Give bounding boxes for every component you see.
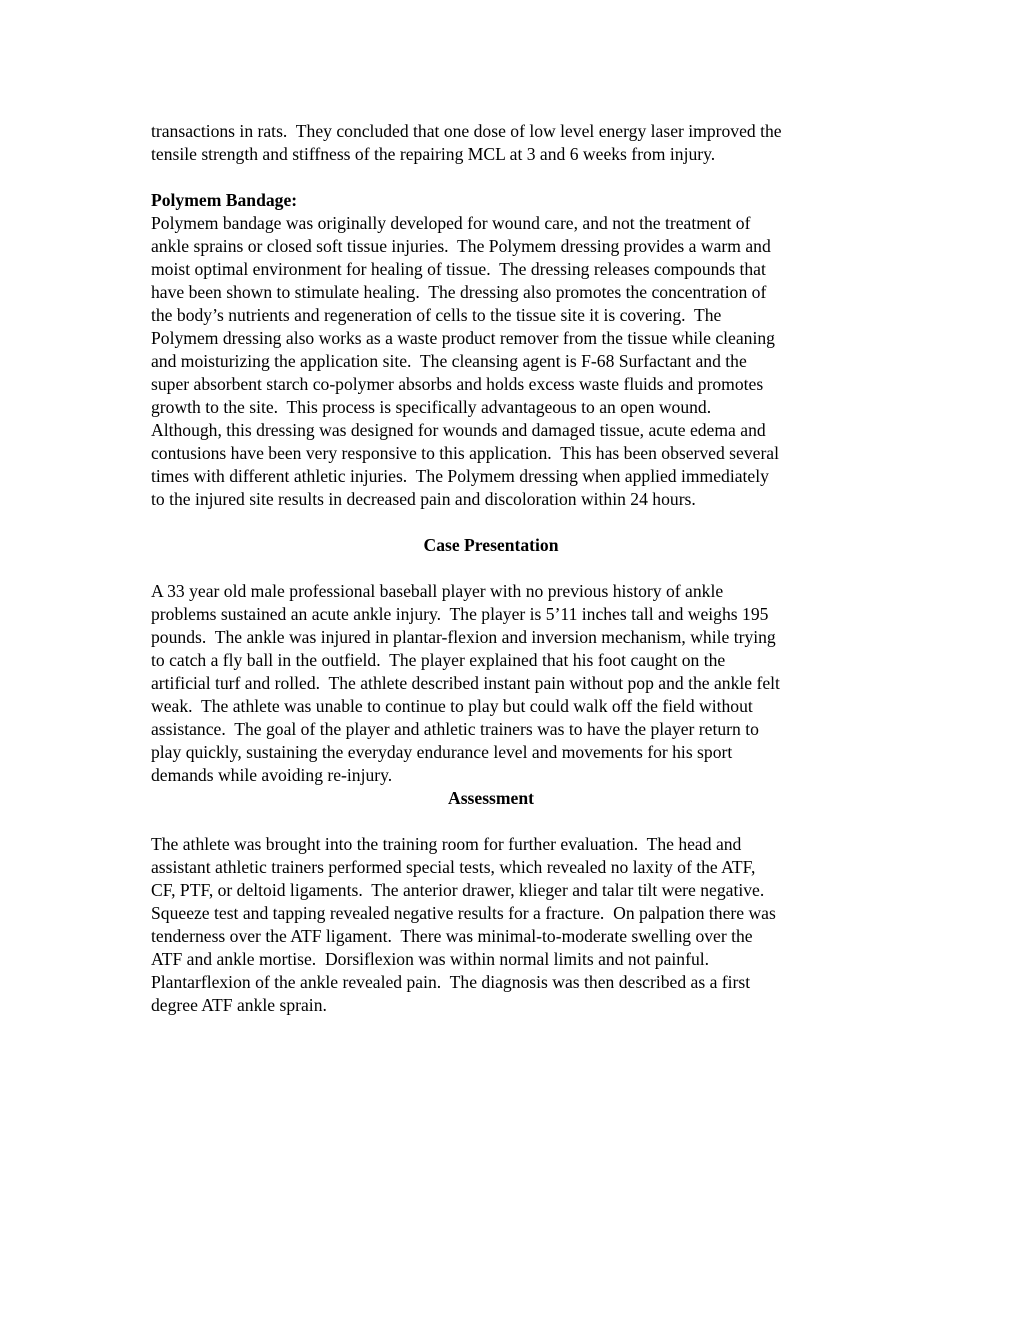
assessment-section xyxy=(151,787,851,1017)
paragraph-line: Plantarflexion of the ankle revealed pain. The diagnosis was then described as a first xyxy=(151,972,751,992)
paragraph-line: play quickly, sustaining the everyday endurance level and movements for his sport xyxy=(151,742,733,762)
paragraph-line: Polymem bandage was originally developed for wound care, and not the treatment of xyxy=(151,213,751,233)
paragraph-line: degree ATF ankle sprain. xyxy=(151,995,327,1015)
paragraph-line: growth to the site. This process is specifically advantageous to an open wound. xyxy=(151,397,712,417)
paragraph-line: CF, PTF, or deltoid ligaments. The anterior drawer, klieger and talar tilt were negative. xyxy=(151,880,765,900)
paragraph-line: tenderness over the ATF ligament. There was minimal-to-moderate swelling over the xyxy=(151,926,753,946)
paragraph-line: weak. The athlete was unable to continue to play but could walk off the field without xyxy=(151,696,753,716)
paragraph-line: assistant athletic trainers performed special tests, which revealed no laxity of the ATF, xyxy=(151,857,756,877)
paragraph-line: assistance. The goal of the player and athletic trainers was to have the player return to xyxy=(151,719,759,739)
paragraph-line: demands while avoiding re-injury. xyxy=(151,765,393,785)
paragraph-line: the body’s nutrients and regeneration of cells to the tissue site it is covering. The xyxy=(151,305,722,325)
paragraph-line: ATF and ankle mortise. Dorsiflexion was within normal limits and not painful. xyxy=(151,949,710,969)
paragraph-line: artificial turf and rolled. The athlete described instant pain without pop and the ankle felt xyxy=(151,673,780,693)
paragraph-line: Polymem dressing also works as a waste product remover from the tissue while cleaning xyxy=(151,328,775,348)
paragraph-line: problems sustained an acute ankle injury. The player is 5’11 inches tall and weighs 195 xyxy=(151,604,769,624)
paragraph-line: to catch a fly ball in the outfield. The player explained that his foot caught on the xyxy=(151,650,726,670)
spacer xyxy=(151,166,851,189)
paragraph-line: and moisturizing the application site. The cleansing agent is F-68 Surfactant and the xyxy=(151,351,747,371)
paragraph-line: A 33 year old male professional baseball player with no previous history of ankle xyxy=(151,581,724,601)
paragraph-line: ankle sprains or closed soft tissue injuries. The Polymem dressing provides a warm and xyxy=(151,236,771,256)
paragraph-line: transactions in rats. They concluded that one dose of low level energy laser improved the xyxy=(151,121,782,141)
paragraph-line: times with different athletic injuries. The Polymem dressing when applied immediately xyxy=(151,466,769,486)
paragraph-line: contusions have been very responsive to this application. This has been observed several xyxy=(151,443,779,463)
section-heading-assessment: Assessment xyxy=(447,788,534,808)
spacer xyxy=(151,810,851,833)
case-section xyxy=(151,534,851,787)
intro-paragraph xyxy=(151,120,851,166)
paragraph-line: Although, this dressing was designed for wounds and damaged tissue, acute edema and xyxy=(151,420,766,440)
paragraph-line: super absorbent starch co-polymer absorbs and holds excess waste fluids and promotes xyxy=(151,374,764,394)
paragraph-line: have been shown to stimulate healing. The dressing also promotes the concentration of xyxy=(151,282,767,302)
section-heading-polymem: Polymem Bandage: xyxy=(151,190,298,210)
polymem-section xyxy=(151,189,851,511)
section-heading-case-presentation: Case Presentation xyxy=(423,535,559,555)
spacer xyxy=(151,557,851,580)
paragraph-line: Squeeze test and tapping revealed negative results for a fracture. On palpation there was xyxy=(151,903,776,923)
paragraph-line: pounds. The ankle was injured in plantar-flexion and inversion mechanism, while trying xyxy=(151,627,776,647)
paragraph-line: moist optimal environment for healing of tissue. The dressing releases compounds that xyxy=(151,259,766,279)
paragraph-line: The athlete was brought into the training room for further evaluation. The head and xyxy=(151,834,742,854)
spacer xyxy=(151,511,851,534)
document-page xyxy=(151,120,851,1017)
paragraph-line: to the injured site results in decreased pain and discoloration within 24 hours. xyxy=(151,489,696,509)
paragraph-line: tensile strength and stiffness of the repairing MCL at 3 and 6 weeks from injury. xyxy=(151,144,716,164)
